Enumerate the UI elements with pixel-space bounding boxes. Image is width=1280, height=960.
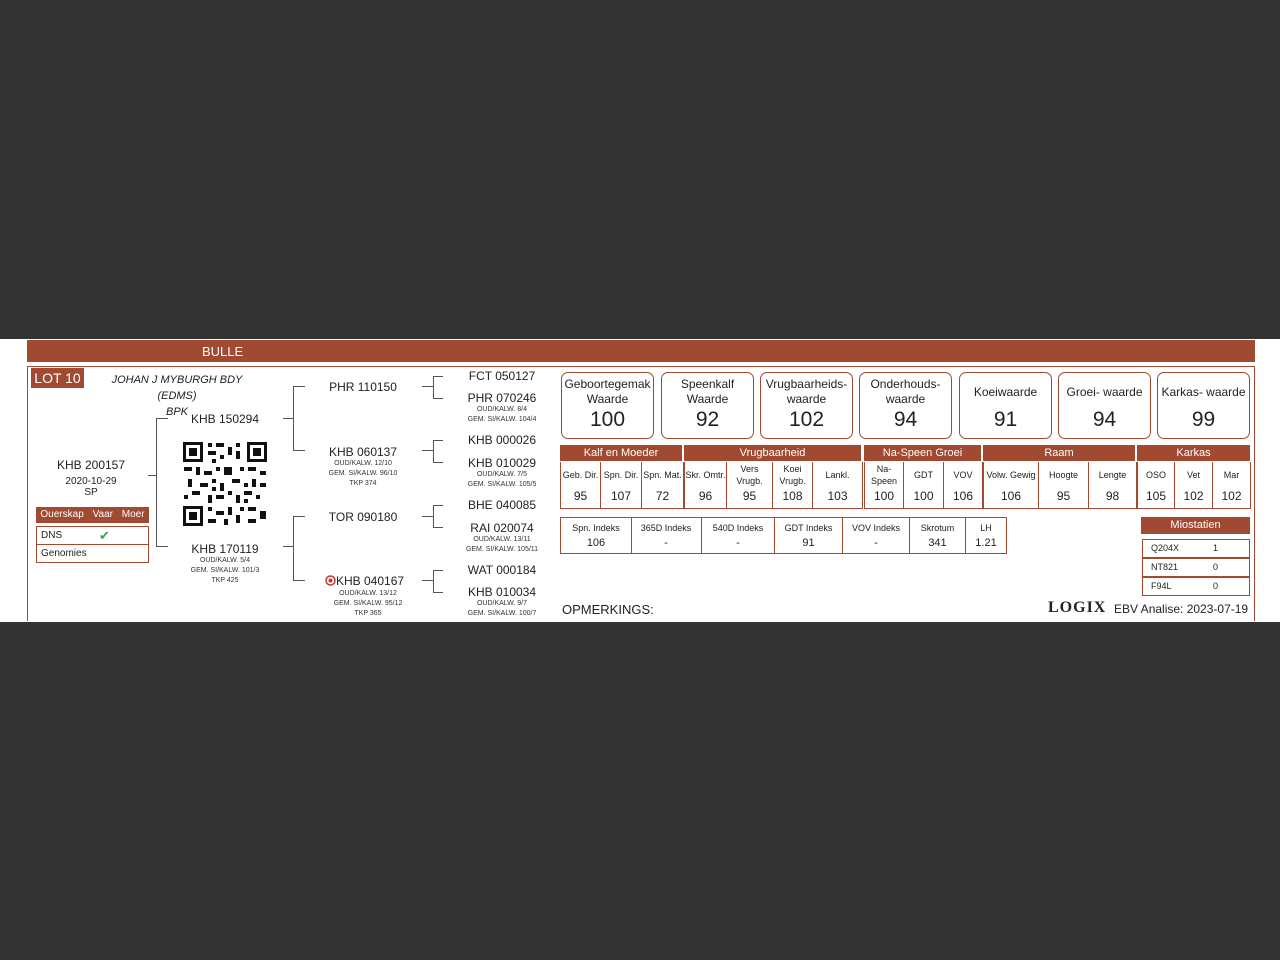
ggp-ddd-avg-interval: GEM. SI/KALW. 100/7 — [467, 610, 537, 617]
index-cell — [702, 517, 775, 554]
animal-code: SP — [84, 487, 98, 498]
bull-sheet — [0, 339, 1280, 622]
target-icon — [325, 575, 336, 586]
trait-value: 102 — [1221, 489, 1242, 503]
connector — [433, 505, 434, 527]
dam-dam-age-calvings: OUD/KALW. 13/12 — [339, 590, 397, 597]
value-card-cow — [959, 372, 1052, 439]
connector — [422, 450, 433, 451]
trait-value: 108 — [782, 489, 803, 503]
sire-dam-avg-interval: GEM. SI/KALW. 96/10 — [328, 470, 398, 477]
trait-value: 103 — [827, 489, 848, 503]
index-cell — [966, 517, 1007, 554]
trait-label: GDT — [914, 470, 933, 480]
index-value: 341 — [928, 537, 947, 549]
myostatin-value: 0 — [1213, 562, 1219, 572]
ownership-row-dns — [36, 526, 149, 545]
value-card-carcass — [1157, 372, 1250, 439]
myostatin-value: 0 — [1213, 581, 1219, 591]
sire-dam-id: KHB 060137 — [328, 445, 398, 459]
trait-cell — [943, 462, 983, 509]
value-card-fertility — [760, 372, 853, 439]
trait-cell — [684, 462, 727, 509]
value-card-label: Speenkalf Waarde — [680, 377, 735, 406]
value-card-label: Vrugbaarheids- waarde — [765, 377, 848, 406]
qr-code-icon[interactable] — [182, 441, 268, 527]
trait-value: 95 — [742, 489, 757, 503]
ggp-ssd-age-calvings: OUD/KALW. 8/4 — [476, 406, 528, 413]
index-value: 1.21 — [975, 537, 997, 549]
ggp-dsd-id: RAI 020074 — [470, 521, 534, 535]
dam-sire-id: TOR 090180 — [328, 510, 398, 524]
connector — [156, 546, 168, 547]
connector — [433, 376, 443, 377]
value-card-growth — [1058, 372, 1151, 439]
connector — [283, 546, 293, 547]
dam-tkp: TKP 425 — [211, 577, 239, 584]
ownership-table — [36, 507, 149, 565]
ownership-row-label: Genomies — [41, 548, 87, 559]
trait-label: Skr. Omtr. — [685, 470, 726, 480]
trait-label: Vet — [1186, 470, 1200, 480]
dam-dam-id: KHB 040167 — [336, 574, 405, 588]
check-icon: ✔ — [99, 528, 110, 543]
index-label: 540D Indeks — [712, 523, 764, 533]
trait-label: Lengte — [1098, 470, 1127, 480]
myostatin-header: Miostatien — [1141, 517, 1250, 534]
connector — [433, 462, 443, 463]
trait-label: Spn. Mat. — [643, 470, 682, 480]
connector — [433, 570, 443, 571]
trait-label: Hoogte — [1048, 470, 1079, 480]
myostatin-gene: F94L — [1151, 581, 1172, 591]
connector — [433, 440, 434, 462]
trait-value: 106 — [952, 489, 974, 503]
trait-value: 100 — [873, 489, 895, 503]
connector — [156, 418, 168, 419]
trait-label: OSO — [1145, 470, 1166, 480]
logix-logo: LOGIX — [1048, 599, 1107, 616]
sire-id: KHB 150294 — [190, 412, 260, 426]
owner-name: JOHAN J MYBURGH BDY (EDMS) — [111, 374, 243, 402]
connector — [422, 386, 433, 387]
sire-dam-age-calvings: OUD/KALW. 12/10 — [334, 460, 392, 467]
trait-cell — [1137, 462, 1175, 509]
value-card-value: 99 — [1191, 408, 1216, 431]
myostatin-row — [1142, 539, 1250, 558]
value-card-weaning — [661, 372, 754, 439]
trait-value: 95 — [573, 489, 588, 503]
trait-cell — [1212, 462, 1251, 509]
ggp-sdd-age-calvings: OUD/KALW. 7/5 — [476, 471, 528, 478]
index-label: VOV Indeks — [851, 523, 901, 533]
myostatin-gene: NT821 — [1151, 562, 1179, 572]
ggp-dsd-avg-interval: GEM. SI/KALW. 105/11 — [465, 546, 539, 553]
index-cell — [775, 517, 843, 554]
value-card-label: Onderhouds- waarde — [870, 377, 941, 406]
connector — [293, 580, 305, 581]
index-cell — [843, 517, 910, 554]
myostatin-gene: Q204X — [1151, 543, 1180, 553]
dam-avg-interval: GEM. SI/KALW. 101/3 — [190, 567, 260, 574]
trait-cell — [560, 462, 601, 509]
remarks-label: OPMERKINGS: — [562, 602, 654, 617]
connector — [422, 516, 433, 517]
connector — [283, 418, 293, 419]
trait-label: VOV — [953, 470, 973, 480]
ggp-sss-id: FCT 050127 — [468, 369, 536, 383]
trait-cell — [983, 462, 1039, 509]
trait-cell — [903, 462, 944, 509]
ggp-ssd-id: PHR 070246 — [467, 391, 537, 405]
ggp-dss-id: BHE 040085 — [467, 498, 537, 512]
value-card-value: 102 — [788, 408, 825, 431]
header-title: BULLE — [202, 344, 244, 359]
trait-label: Mar — [1223, 470, 1240, 480]
breed-code: BPK — [165, 406, 188, 418]
ggp-sdd-id: KHB 010029 — [467, 456, 537, 470]
value-card-value: 92 — [695, 408, 720, 431]
trait-label: Lankl. — [825, 470, 850, 480]
index-label: Skrotum — [920, 523, 955, 533]
ggp-sds-id: KHB 000026 — [467, 433, 537, 447]
connector — [433, 376, 434, 398]
sire-sire-id: PHR 110150 — [329, 380, 397, 394]
ownership-header — [36, 507, 149, 523]
ggp-ssd-avg-interval: GEM. SI/KALW. 104/4 — [467, 416, 537, 423]
index-cell — [631, 517, 702, 554]
group-header-carcass: Karkas — [1137, 445, 1250, 461]
trait-cell — [812, 462, 863, 509]
ggp-sdd-avg-interval: GEM. SI/KALW. 105/5 — [467, 481, 537, 488]
connector — [293, 386, 294, 450]
dam-age-calvings: OUD/KALW. 5/4 — [199, 557, 251, 564]
connector — [156, 418, 157, 546]
value-card-birth-ease — [561, 372, 654, 439]
value-card-label: Geboortegemak Waarde — [564, 377, 651, 406]
lot-badge: LOT 10 — [31, 368, 84, 388]
ggp-ddd-age-calvings: OUD/KALW. 9/7 — [476, 600, 528, 607]
value-card-value: 91 — [993, 408, 1018, 431]
index-label: LH — [980, 523, 992, 533]
trait-value: 95 — [1056, 489, 1071, 503]
myostatin-value: 1 — [1213, 543, 1219, 553]
trait-cell — [864, 462, 904, 509]
connector — [433, 592, 443, 593]
connector — [293, 516, 305, 517]
connector — [148, 475, 156, 476]
trait-label: Geb. Dir. — [562, 470, 599, 480]
trait-label: Volw. Gewig — [986, 470, 1036, 480]
ownership-row-genomies — [36, 545, 149, 563]
connector — [433, 505, 443, 506]
sire-dam-tkp: TKP 374 — [349, 480, 377, 487]
value-card-label: Koeiwaarde — [973, 384, 1038, 399]
trait-cell — [1038, 462, 1089, 509]
trait-cell — [772, 462, 813, 509]
myostatin-row — [1142, 558, 1250, 577]
index-value: - — [664, 537, 668, 549]
trait-label: Koei Vrugb. — [779, 464, 806, 486]
ggp-dds-id: WAT 000184 — [467, 563, 537, 577]
connector — [433, 527, 443, 528]
group-header-fertility: Vrugbaarheid — [684, 445, 861, 461]
group-header-post-wean: Na-Speen Groei — [864, 445, 981, 461]
connector — [433, 398, 443, 399]
index-label: 365D Indeks — [640, 523, 692, 533]
trait-cell — [641, 462, 684, 509]
animal-date: 2020-10-29 — [65, 476, 117, 487]
trait-value: 105 — [1145, 489, 1167, 503]
index-label: GDT Indeks — [784, 523, 833, 533]
animal-id: KHB 200157 — [56, 458, 126, 472]
trait-cell — [1088, 462, 1137, 509]
dam-id: KHB 170119 — [191, 542, 259, 556]
value-card-maintenance — [859, 372, 952, 439]
trait-label: Spn. Dir. — [603, 470, 639, 480]
index-cell — [910, 517, 966, 554]
trait-value: 107 — [610, 489, 632, 503]
index-cell — [560, 517, 632, 554]
value-card-label: Karkas- waarde — [1161, 384, 1246, 399]
trait-value: 100 — [913, 489, 934, 503]
trait-value: 106 — [1000, 489, 1022, 503]
analysis-date: EBV Analise: 2023-07-19 — [1114, 602, 1249, 616]
connector — [293, 450, 305, 451]
trait-cell — [726, 462, 773, 509]
group-header-calf-dam: Kalf en Moeder — [560, 445, 682, 461]
index-value: 91 — [802, 537, 815, 549]
value-card-value: 100 — [589, 408, 626, 431]
ownership-col-vaar: Vaar — [92, 509, 113, 520]
header-bar — [27, 340, 1255, 362]
connector — [293, 386, 305, 387]
value-card-value: 94 — [893, 408, 918, 431]
trait-value: 72 — [655, 489, 670, 503]
connector — [422, 580, 433, 581]
ownership-col-ouerskap: Ouerskap — [40, 509, 84, 520]
trait-label: Na- Speen — [870, 464, 898, 486]
value-card-value: 94 — [1092, 408, 1117, 431]
trait-value: 98 — [1105, 489, 1120, 503]
connector — [433, 440, 443, 441]
ggp-ddd-id: KHB 010034 — [467, 585, 537, 599]
trait-cell — [1174, 462, 1213, 509]
connector — [433, 570, 434, 592]
connector — [293, 516, 294, 580]
index-value: - — [736, 537, 740, 549]
myostatin-row — [1142, 577, 1250, 596]
ownership-col-moer: Moer — [121, 509, 145, 520]
ownership-row-label: DNS — [41, 530, 63, 541]
index-label: Spn. Indeks — [572, 523, 620, 533]
index-value: 106 — [586, 537, 606, 549]
dam-dam-tkp: TKP 365 — [354, 610, 382, 617]
group-header-frame: Raam — [983, 445, 1135, 461]
value-card-label: Groei- waarde — [1066, 384, 1143, 399]
ggp-dsd-age-calvings: OUD/KALW. 13/11 — [473, 536, 531, 543]
index-value: - — [874, 537, 878, 549]
trait-cell — [600, 462, 642, 509]
dam-dam-avg-interval: GEM. SI/KALW. 95/12 — [333, 600, 403, 607]
trait-label: Vers Vrugb. — [736, 464, 763, 486]
trait-value: 102 — [1183, 489, 1204, 503]
trait-value: 96 — [698, 489, 713, 503]
